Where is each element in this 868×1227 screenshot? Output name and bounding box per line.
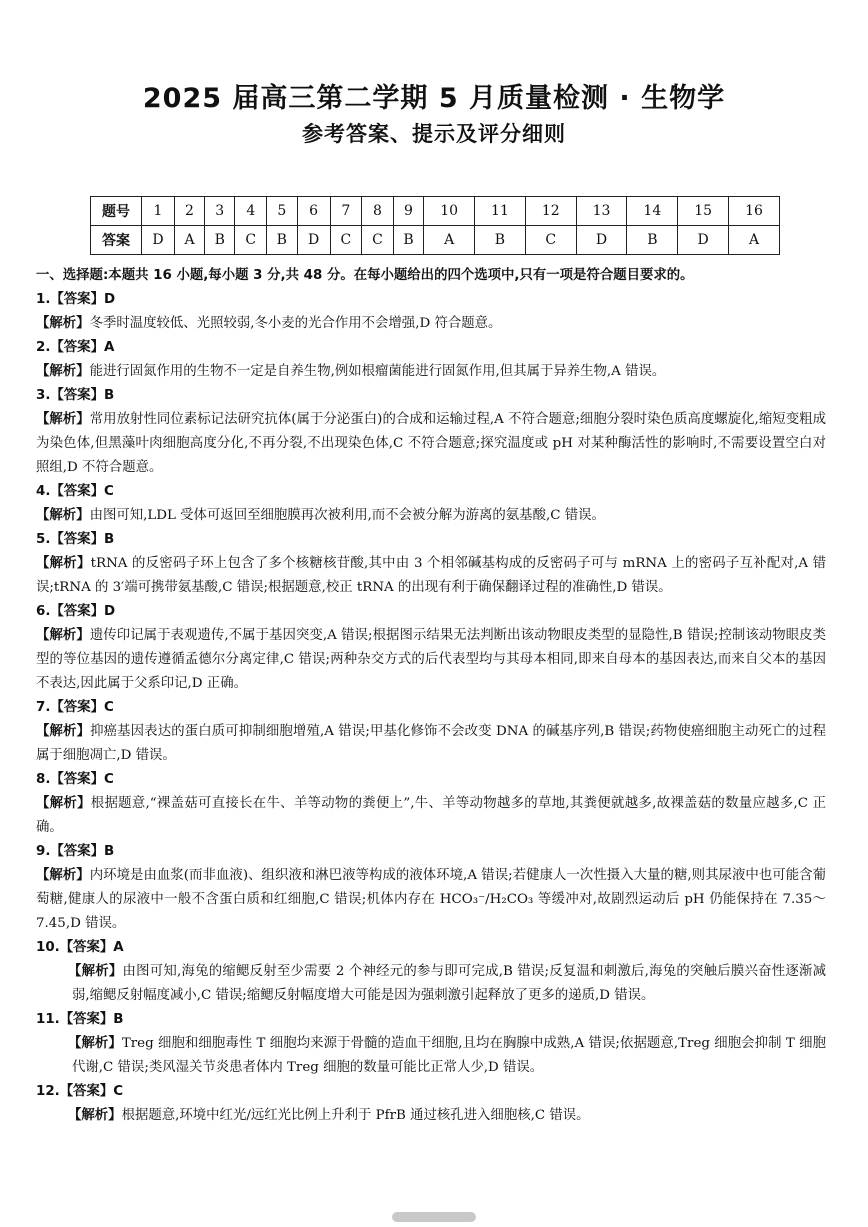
question-answer-line: 9.【答案】B	[36, 844, 115, 859]
row-label-answer: 答案	[91, 226, 142, 255]
explanation-paragraph	[36, 408, 826, 480]
answer-cell: D	[576, 226, 627, 255]
explanation-tag: 【解析】	[36, 868, 90, 883]
answer-cell: D	[142, 226, 175, 255]
document-subtitle: 参考答案、提示及评分细则	[302, 122, 566, 146]
question-answer-line: 2.【答案】A	[36, 340, 115, 355]
explanation-tag: 【解析】	[36, 724, 91, 739]
question-number-cell: 3	[205, 197, 235, 226]
explanation-tag: 【解析】	[68, 1036, 122, 1051]
explanation-tag: 【解析】	[36, 556, 91, 571]
explanation-text: 抑癌基因表达的蛋白质可抑制细胞增殖,A 错误;甲基化修饰不会改变 DNA 的碱基序列,B 错误;药物使癌细胞主动死亡的过程属于细胞凋亡,D 错误。	[36, 724, 826, 763]
question-number-cell: 9	[393, 197, 423, 226]
question-number-cell: 5	[267, 197, 297, 226]
question-answer-line: 10.【答案】A	[36, 940, 124, 955]
explanation-paragraph	[36, 360, 826, 384]
explanation-text: 冬季时温度较低、光照较弱,冬小麦的光合作用不会增强,D 符合题意。	[89, 316, 502, 331]
question-number-cell: 2	[175, 197, 205, 226]
explanation-text: 常用放射性同位素标记法研究抗体(属于分泌蛋白)的合成和运输过程,A 不符合题意;细胞分裂时染色质高度螺旋化,缩短变粗成为染色体,但黑藻叶肉细胞高度分化,不再分裂,不出现染色体,C 不符合题意;探究温度或 pH 对某种酶活性的影响时,不需要设置空白对照组,D 不符合题意。	[36, 412, 826, 475]
question-number-cell: 15	[678, 197, 729, 226]
question-answer-line: 5.【答案】B	[36, 532, 115, 547]
document-title: 2025 届高三第二学期 5 月质量检测 · 生物学	[142, 83, 726, 114]
question-answer-line: 3.【答案】B	[36, 388, 115, 403]
explanation-paragraph	[36, 864, 826, 936]
explanation-paragraph	[36, 720, 826, 768]
answer-cell: B	[205, 226, 235, 255]
question-number-cell: 11	[475, 197, 526, 226]
answer-table	[90, 196, 780, 255]
explanation-paragraph	[36, 1104, 826, 1128]
question-number-cell: 4	[235, 197, 267, 226]
question-answer-line: 8.【答案】C	[36, 772, 114, 787]
explanation-text: 由图可知,LDL 受体可返回至细胞膜再次被利用,而不会被分解为游离的氨基酸,C 错误。	[89, 508, 605, 523]
explanation-text: 能进行固氮作用的生物不一定是自养生物,例如根瘤菌能进行固氮作用,但其属于异养生物,A 错误。	[89, 364, 666, 379]
answer-cell: B	[393, 226, 423, 255]
answer-cell: B	[267, 226, 297, 255]
question-number-cell: 6	[297, 197, 330, 226]
answer-cell: D	[678, 226, 729, 255]
question-answer-line: 4.【答案】C	[36, 484, 114, 499]
page-scroll-indicator	[392, 1212, 476, 1222]
question-answer-line: 7.【答案】C	[36, 700, 114, 715]
question-answer-line: 1.【答案】D	[36, 292, 116, 307]
question-answer-line: 12.【答案】C	[36, 1084, 124, 1099]
explanation-text: 由图可知,海兔的缩鳃反射至少需要 2 个神经元的参与即可完成,B 错误;反复温和刺激后,海兔的突触后膜兴奋性逐渐减弱,缩鳃反射幅度减小,C 错误;缩鳃反射幅度增大可能是因为强刺激引起释放了更多的递质,D 错误。	[72, 964, 826, 1003]
explanation-text: tRNA 的反密码子环上包含了多个核糖核苷酸,其中由 3 个相邻碱基构成的反密码子可与 mRNA 上的密码子互补配对,A 错误;tRNA 的 3′端可携带氨基酸,C 错误;根据题意,校正 tRNA 的出现有利于确保翻译过程的准确性,D 错误。	[36, 556, 827, 595]
explanation-text: Treg 细胞和细胞毒性 T 细胞均来源于骨髓的造血干细胞,且均在胸腺中成熟,A 错误;依据题意,Treg 细胞会抑制 T 细胞代谢,C 错误;类风湿关节炎患者体内 Treg 细胞的数量可能比正常人少,D 错误。	[72, 1036, 827, 1075]
question-answer-line: 6.【答案】D	[36, 604, 116, 619]
answer-cell: C	[525, 226, 576, 255]
explanation-tag: 【解析】	[36, 364, 90, 379]
answer-table-answer-row	[91, 226, 780, 255]
question-number-cell: 7	[330, 197, 362, 226]
answer-table-number-row	[91, 197, 780, 226]
explanation-tag: 【解析】	[68, 964, 123, 979]
explanation-tag: 【解析】	[36, 316, 90, 331]
answer-content	[36, 264, 826, 1128]
question-number-cell: 13	[576, 197, 627, 226]
answer-cell: B	[475, 226, 526, 255]
explanation-tag: 【解析】	[68, 1108, 122, 1123]
answer-cell: A	[175, 226, 205, 255]
question-number-cell: 16	[729, 197, 780, 226]
explanation-paragraph	[36, 504, 826, 528]
answer-cell: D	[297, 226, 330, 255]
explanation-paragraph	[36, 312, 826, 336]
answer-cell: A	[424, 226, 475, 255]
explanation-tag: 【解析】	[36, 628, 90, 643]
explanation-tag: 【解析】	[36, 508, 90, 523]
question-number-cell: 10	[424, 197, 475, 226]
question-number-cell: 8	[362, 197, 394, 226]
section-heading: 一、选择题:本题共 16 小题,每小题 3 分,共 48 分。在每小题给出的四个选项中,只有一项是符合题目要求的。	[36, 268, 694, 283]
explanation-text: 内环境是由血浆(而非血液)、组织液和淋巴液等构成的液体环境,A 错误;若健康人一次性摄入大量的糖,则其尿液中也可能含葡萄糖,健康人的尿液中一般不含蛋白质和红细胞,C 错误;机体内存在 HCO₃⁻/H₂CO₃ 等缓冲对,故剧烈运动后 pH 仍能保持在 7.35～7.45,D 错误。	[36, 868, 826, 931]
explanation-text: 根据题意,环境中红光/远红光比例上升利于 PfrB 通过核孔进入细胞核,C 错误。	[121, 1108, 590, 1123]
question-number-cell: 14	[627, 197, 678, 226]
explanation-paragraph	[36, 552, 826, 600]
explanation-text: 遗传印记属于表观遗传,不属于基因突变,A 错误;根据图示结果无法判断出该动物眼皮类型的显隐性,B 错误;控制该动物眼皮类型的等位基因的遗传遵循孟德尔分离定律,C 错误;两种杂交方式的后代表型均与其母本相同,即来自母本的基因表达,而来自父本的基因不表达,因此属于父系印记,D 正确。	[36, 628, 827, 691]
explanation-tag: 【解析】	[36, 796, 91, 811]
answer-cell: C	[330, 226, 362, 255]
explanation-paragraph	[36, 960, 826, 1008]
question-number-cell: 12	[525, 197, 576, 226]
answer-cell: C	[235, 226, 267, 255]
answer-cell: A	[729, 226, 780, 255]
explanation-paragraph	[36, 792, 826, 840]
explanation-text: 根据题意,“裸盖菇可直接长在牛、羊等动物的粪便上”,牛、羊等动物越多的草地,其粪便就越多,故裸盖菇的数量应越多,C 正确。	[36, 796, 826, 835]
explanation-paragraph	[36, 1032, 826, 1080]
question-answer-line: 11.【答案】B	[36, 1012, 124, 1027]
answer-cell: C	[362, 226, 394, 255]
explanation-paragraph	[36, 624, 826, 696]
row-label-number: 题号	[91, 197, 142, 226]
explanation-tag: 【解析】	[36, 412, 90, 427]
question-number-cell: 1	[142, 197, 175, 226]
item-list	[36, 288, 826, 1128]
answer-cell: B	[627, 226, 678, 255]
